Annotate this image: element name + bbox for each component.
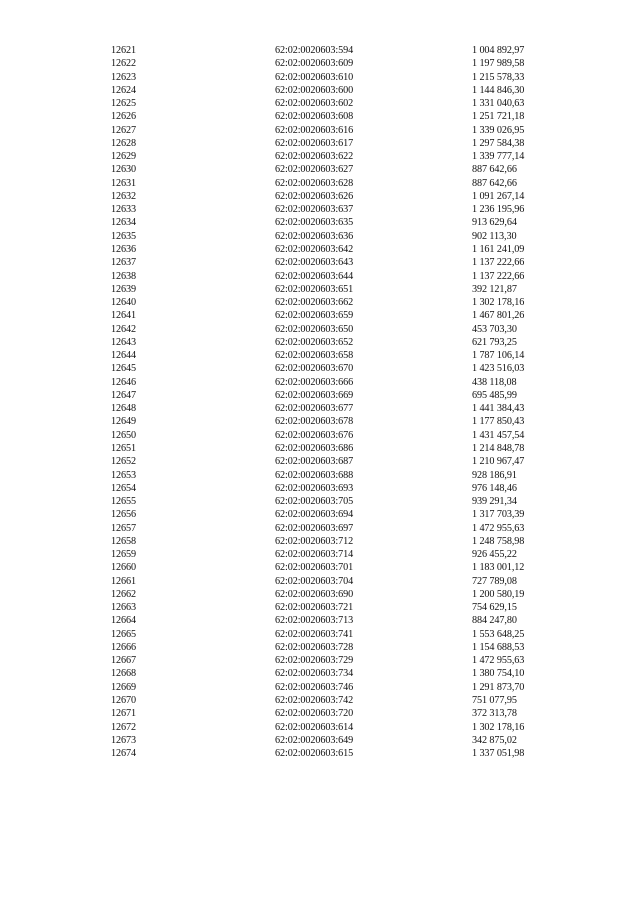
table-row [0,548,640,561]
row-number: 12672 [111,721,136,733]
row-number: 12626 [111,111,136,123]
table-row [0,177,640,190]
cadastral-number: 62:02:0020603:662 [275,297,354,309]
row-number: 12664 [111,615,136,627]
table-row [0,110,640,123]
table-row [0,256,640,269]
cadastral-value: 1 177 850,43 [472,416,525,428]
row-number: 12643 [111,336,136,348]
cadastral-value-table [0,44,640,760]
table-row [0,362,640,375]
cadastral-value: 1 197 989,58 [472,58,525,70]
cadastral-value: 1 251 721,18 [472,111,525,123]
row-number: 12647 [111,389,136,401]
row-number: 12625 [111,98,136,110]
cadastral-value: 928 186,91 [472,469,517,481]
row-number: 12630 [111,164,136,176]
table-row [0,163,640,176]
table-row [0,641,640,654]
table-row [0,694,640,707]
cadastral-value: 1 214 848,78 [472,442,525,454]
row-number: 12645 [111,363,136,375]
row-number: 12641 [111,310,136,322]
row-number: 12673 [111,734,136,746]
cadastral-value: 1 210 967,47 [472,456,525,468]
table-row [0,270,640,283]
cadastral-value: 926 455,22 [472,549,517,561]
cadastral-value: 1 431 457,54 [472,429,525,441]
cadastral-number: 62:02:0020603:659 [275,310,354,322]
table-row [0,415,640,428]
row-number: 12669 [111,681,136,693]
table-row [0,376,640,389]
row-number: 12666 [111,641,136,653]
table-row [0,469,640,482]
row-number: 12639 [111,283,136,295]
row-number: 12629 [111,151,136,163]
row-number: 12670 [111,695,136,707]
cadastral-number: 62:02:0020603:635 [275,217,354,229]
table-row [0,296,640,309]
row-number: 12665 [111,628,136,640]
row-number: 12662 [111,588,136,600]
row-number: 12632 [111,190,136,202]
row-number: 12661 [111,575,136,587]
cadastral-value: 913 629,64 [472,217,517,229]
cadastral-value: 342 875,02 [472,734,517,746]
cadastral-number: 62:02:0020603:697 [275,522,354,534]
table-row [0,389,640,402]
cadastral-value: 887 642,66 [472,164,517,176]
table-row [0,561,640,574]
cadastral-number: 62:02:0020603:627 [275,164,354,176]
cadastral-value: 1 297 584,38 [472,137,525,149]
table-row [0,681,640,694]
row-number: 12637 [111,257,136,269]
table-row [0,734,640,747]
cadastral-value: 1 380 754,10 [472,668,525,680]
table-row [0,667,640,680]
cadastral-number: 62:02:0020603:746 [275,681,354,693]
table-row [0,230,640,243]
table-row [0,57,640,70]
cadastral-value: 438 118,08 [472,376,517,388]
cadastral-value: 1 236 195,96 [472,204,525,216]
row-number: 12652 [111,456,136,468]
row-number: 12624 [111,84,136,96]
cadastral-number: 62:02:0020603:622 [275,151,354,163]
cadastral-number: 62:02:0020603:742 [275,695,354,707]
table-row [0,283,640,296]
cadastral-number: 62:02:0020603:728 [275,641,354,653]
table-row [0,190,640,203]
cadastral-number: 62:02:0020603:704 [275,575,354,587]
cadastral-number: 62:02:0020603:741 [275,628,354,640]
table-row [0,216,640,229]
cadastral-number: 62:02:0020603:714 [275,549,354,561]
cadastral-value: 1 339 026,95 [472,124,525,136]
cadastral-value: 621 793,25 [472,336,517,348]
table-row [0,628,640,641]
cadastral-number: 62:02:0020603:666 [275,376,354,388]
row-number: 12638 [111,270,136,282]
table-row [0,588,640,601]
cadastral-number: 62:02:0020603:594 [275,45,354,56]
cadastral-number: 62:02:0020603:676 [275,429,354,441]
cadastral-number: 62:02:0020603:644 [275,270,354,282]
cadastral-number: 62:02:0020603:614 [275,721,354,733]
cadastral-number: 62:02:0020603:687 [275,456,354,468]
row-number: 12650 [111,429,136,441]
cadastral-value: 754 629,15 [472,602,517,614]
cadastral-value: 1 144 846,30 [472,84,525,96]
cadastral-value: 884 247,80 [472,615,517,627]
row-number: 12623 [111,71,136,83]
cadastral-number: 62:02:0020603:690 [275,588,354,600]
table-row [0,601,640,614]
cadastral-number: 62:02:0020603:721 [275,602,354,614]
cadastral-number: 62:02:0020603:713 [275,615,354,627]
cadastral-value: 1 291 873,70 [472,681,525,693]
table-row [0,747,640,760]
table-row [0,150,640,163]
cadastral-number: 62:02:0020603:688 [275,469,354,481]
cadastral-number: 62:02:0020603:609 [275,58,354,70]
table-row [0,203,640,216]
cadastral-value: 939 291,34 [472,496,517,508]
cadastral-number: 62:02:0020603:602 [275,98,354,110]
table-row [0,721,640,734]
cadastral-value: 453 703,30 [472,323,517,335]
cadastral-value: 372 313,78 [472,708,517,720]
cadastral-value: 1 154 688,53 [472,641,525,653]
table-row [0,575,640,588]
cadastral-number: 62:02:0020603:643 [275,257,354,269]
row-number: 12627 [111,124,136,136]
cadastral-value: 392 121,87 [472,283,517,295]
table-row [0,707,640,720]
table-row [0,84,640,97]
table-row [0,429,640,442]
cadastral-value: 902 113,30 [472,230,517,242]
table-row [0,349,640,362]
row-number: 12640 [111,297,136,309]
table-row [0,614,640,627]
table-row [0,442,640,455]
row-number: 12667 [111,655,136,667]
row-number: 12654 [111,482,136,494]
cadastral-value: 1 137 222,66 [472,270,525,282]
cadastral-value: 976 148,46 [472,482,517,494]
cadastral-value: 1 339 777,14 [472,151,525,163]
cadastral-value: 727 789,08 [472,575,517,587]
cadastral-number: 62:02:0020603:608 [275,111,354,123]
table-row [0,97,640,110]
cadastral-number: 62:02:0020603:686 [275,442,354,454]
cadastral-number: 62:02:0020603:712 [275,535,354,547]
row-number: 12648 [111,403,136,415]
cadastral-number: 62:02:0020603:610 [275,71,354,83]
cadastral-number: 62:02:0020603:649 [275,734,354,746]
cadastral-number: 62:02:0020603:615 [275,748,354,760]
cadastral-value: 887 642,66 [472,177,517,189]
cadastral-value: 1 200 580,19 [472,588,525,600]
row-number: 12674 [111,748,136,760]
table-row [0,137,640,150]
cadastral-value: 1 317 703,39 [472,509,525,521]
row-number: 12628 [111,137,136,149]
cadastral-number: 62:02:0020603:693 [275,482,354,494]
row-number: 12660 [111,562,136,574]
row-number: 12653 [111,469,136,481]
cadastral-value: 1 472 955,63 [472,655,525,667]
cadastral-value: 1 472 955,63 [472,522,525,534]
row-number: 12657 [111,522,136,534]
table-row [0,323,640,336]
table-row [0,535,640,548]
cadastral-value: 1 215 578,33 [472,71,525,83]
cadastral-number: 62:02:0020603:628 [275,177,354,189]
cadastral-value: 695 485,99 [472,389,517,401]
row-number: 12656 [111,509,136,521]
cadastral-value: 1 553 648,25 [472,628,525,640]
cadastral-value: 1 441 384,43 [472,403,525,415]
cadastral-number: 62:02:0020603:616 [275,124,354,136]
row-number: 12631 [111,177,136,189]
row-number: 12634 [111,217,136,229]
cadastral-value: 1 137 222,66 [472,257,525,269]
cadastral-number: 62:02:0020603:650 [275,323,354,335]
row-number: 12655 [111,496,136,508]
cadastral-value: 751 077,95 [472,695,517,707]
cadastral-number: 62:02:0020603:652 [275,336,354,348]
cadastral-number: 62:02:0020603:720 [275,708,354,720]
cadastral-value: 1 423 516,03 [472,363,525,375]
row-number: 12644 [111,350,136,362]
cadastral-number: 62:02:0020603:636 [275,230,354,242]
cadastral-number: 62:02:0020603:678 [275,416,354,428]
cadastral-number: 62:02:0020603:729 [275,655,354,667]
row-number: 12651 [111,442,136,454]
cadastral-value: 1 161 241,09 [472,243,525,255]
table-row [0,124,640,137]
row-number: 12633 [111,204,136,216]
cadastral-number: 62:02:0020603:670 [275,363,354,375]
cadastral-number: 62:02:0020603:734 [275,668,354,680]
cadastral-value: 1 302 178,16 [472,297,525,309]
cadastral-value: 1 467 801,26 [472,310,525,322]
cadastral-number: 62:02:0020603:658 [275,350,354,362]
cadastral-number: 62:02:0020603:642 [275,243,354,255]
cadastral-value: 1 787 106,14 [472,350,525,362]
table-row [0,482,640,495]
table-row [0,44,640,57]
table-row [0,654,640,667]
table-row [0,522,640,535]
row-number: 12663 [111,602,136,614]
table-row [0,402,640,415]
cadastral-number: 62:02:0020603:701 [275,562,354,574]
cadastral-number: 62:02:0020603:626 [275,190,354,202]
table-row [0,309,640,322]
cadastral-value: 1 091 267,14 [472,190,525,202]
row-number: 12622 [111,58,136,70]
table-row [0,243,640,256]
cadastral-number: 62:02:0020603:617 [275,137,354,149]
cadastral-number: 62:02:0020603:694 [275,509,354,521]
row-number: 12649 [111,416,136,428]
cadastral-value: 1 248 758,98 [472,535,525,547]
cadastral-number: 62:02:0020603:600 [275,84,354,96]
table-row [0,508,640,521]
row-number: 12658 [111,535,136,547]
row-number: 12636 [111,243,136,255]
row-number: 12635 [111,230,136,242]
cadastral-number: 62:02:0020603:637 [275,204,354,216]
row-number: 12659 [111,549,136,561]
cadastral-value: 1 337 051,98 [472,748,525,760]
row-number: 12642 [111,323,136,335]
cadastral-value: 1 302 178,16 [472,721,525,733]
row-number: 12646 [111,376,136,388]
cadastral-number: 62:02:0020603:651 [275,283,354,295]
table-row [0,336,640,349]
row-number: 12668 [111,668,136,680]
table-row [0,495,640,508]
cadastral-value: 1 183 001,12 [472,562,525,574]
table-row [0,71,640,84]
cadastral-number: 62:02:0020603:677 [275,403,354,415]
row-number: 12671 [111,708,136,720]
cadastral-number: 62:02:0020603:705 [275,496,354,508]
row-number: 12621 [111,45,136,56]
cadastral-value: 1 331 040,63 [472,98,525,110]
table-row [0,455,640,468]
cadastral-value: 1 004 892,97 [472,45,525,56]
cadastral-number: 62:02:0020603:669 [275,389,354,401]
